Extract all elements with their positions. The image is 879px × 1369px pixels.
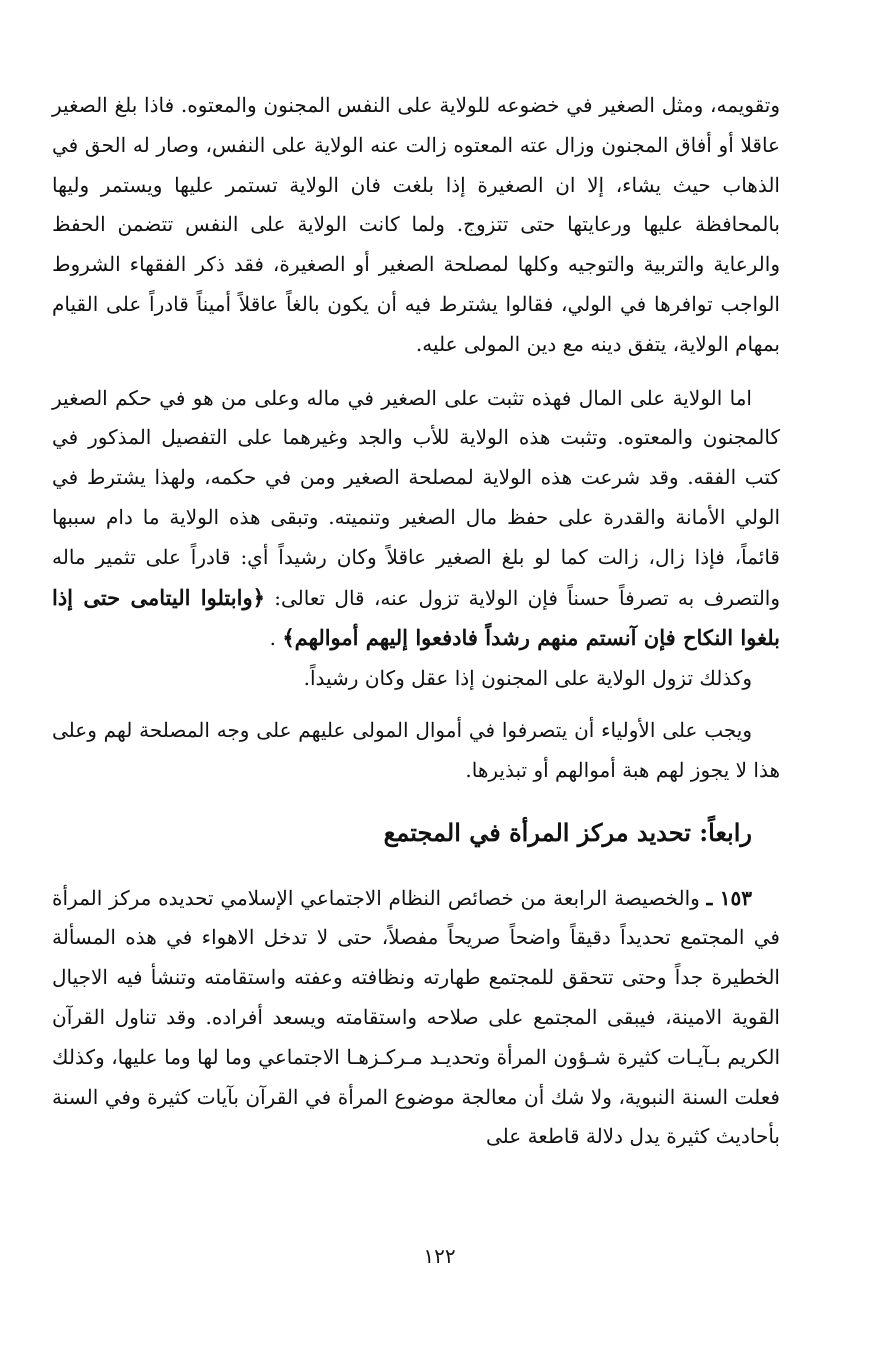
quran-verse: ﴿وابتلوا اليتامى حتى إذا بلغوا النكاح فإن آنستم منهم رشداً فادفعوا إليهم أموالهم﴾: [52, 584, 780, 651]
paragraph-guardianship-property: [52, 379, 780, 699]
page-body: [52, 86, 780, 1157]
paragraph-guardianship-person: وتقويمه، ومثل الصغير في خضوعه للولاية على النفس المجنون والمعتوه. فاذا بلغ الصغير عاقلا أو أفاق المجنون وزال عته المعتوه زالت عنه الولاية على النفس، وصار له الحق في الذهاب حيث يشاء، إلا ان الصغيرة إذا بلغت فان الولاية تستمر عليها ويستمر وليها بالمحافظة عليها ورعايتها حتى تتزوج. ولما كانت الولاية على النفس تتضمن الحفظ والرعاية والتربية والتوجيه وكلها لمصلحة الصغير أو الصغيرة، فقد ذكر الفقهاء الشروط الواجب توافرها في الولي، فقالوا يشترط فيه أن يكون بالغاً عاقلاً أميناً قادراً على القيام بمهام الولاية، يتفق دينه مع دين المولى عليه.: [52, 93, 780, 356]
section-number: ١٥٣ ـ: [706, 885, 753, 910]
paragraph-closing-line: وكذلك تزول الولاية على المجنون إذا عقل وكان رشيداً.: [303, 666, 752, 691]
paragraph-guardian-duties: ويجب على الأولياء أن يتصرفوا في أموال المولى عليهم على وجه المصلحة لهم وعلى هذا لا يجوز لهم هبة أموالهم أو تبذيرها.: [52, 717, 780, 782]
paragraph-women-status: [52, 879, 780, 1158]
section-heading: رابعاً: تحديد مركز المرأة في المجتمع: [383, 817, 752, 847]
paragraph-text: اما الولاية على المال فهذه تثبت على الصغير في ماله وعلى من هو في حكم الصغير كالمجنون والمعتوه. وتثبت هذه الولاية للأب والجد وغيرهما على التفصيل المذكور في كتب الفقه. وقد شرعت هذه الولاية لمصلحة الصغير ومن في حكمه، ولهذا يشترط في الولي الأمانة والقدرة على حفظ مال الصغير وتنميته. وتبقى هذه الولاية ما دام سببها قائماً، فإذا زال، زالت كما لو بلغ الصغير عاقلاً وكان رشيداً أي: قادراً على تثمير ماله والتصرف به تصرفاً حسناً فإن الولاية تزول عنه، قال تعالى:: [52, 385, 781, 610]
paragraph-text: والخصيصة الرابعة من خصائص النظام الاجتماعي الإسلامي تحديده مركز المرأة في المجتمع تحديداً دقيقاً واضحاً صريحاً مفصلاً، حتى لا تدخل الاهواء في هذه المسألة الخطيرة جداً وحتى تتحقق للمجتمع طهارته ونظافته وعفته واستقامته وتنشأ فيه الاجيال القوية الامينة، فيبقى المجتمع على صلاحه واستقامته ويسعد أفراده. وقد تناول القرآن الكريم بـآيـات كثيرة شـؤون المرأة وتحديـد مـركـزهـا الاجتماعي وما لها وما عليها، وكذلك فعلت السنة النبوية، ولا شك أن معالجة موضوع المرأة في القرآن بآيات كثيرة وفي السنة بأحاديث كثيرة يدل دلالة قاطعة على: [52, 885, 780, 1149]
paragraph-text-end: .: [269, 626, 276, 651]
page-number: ١٢٢: [423, 1244, 456, 1268]
